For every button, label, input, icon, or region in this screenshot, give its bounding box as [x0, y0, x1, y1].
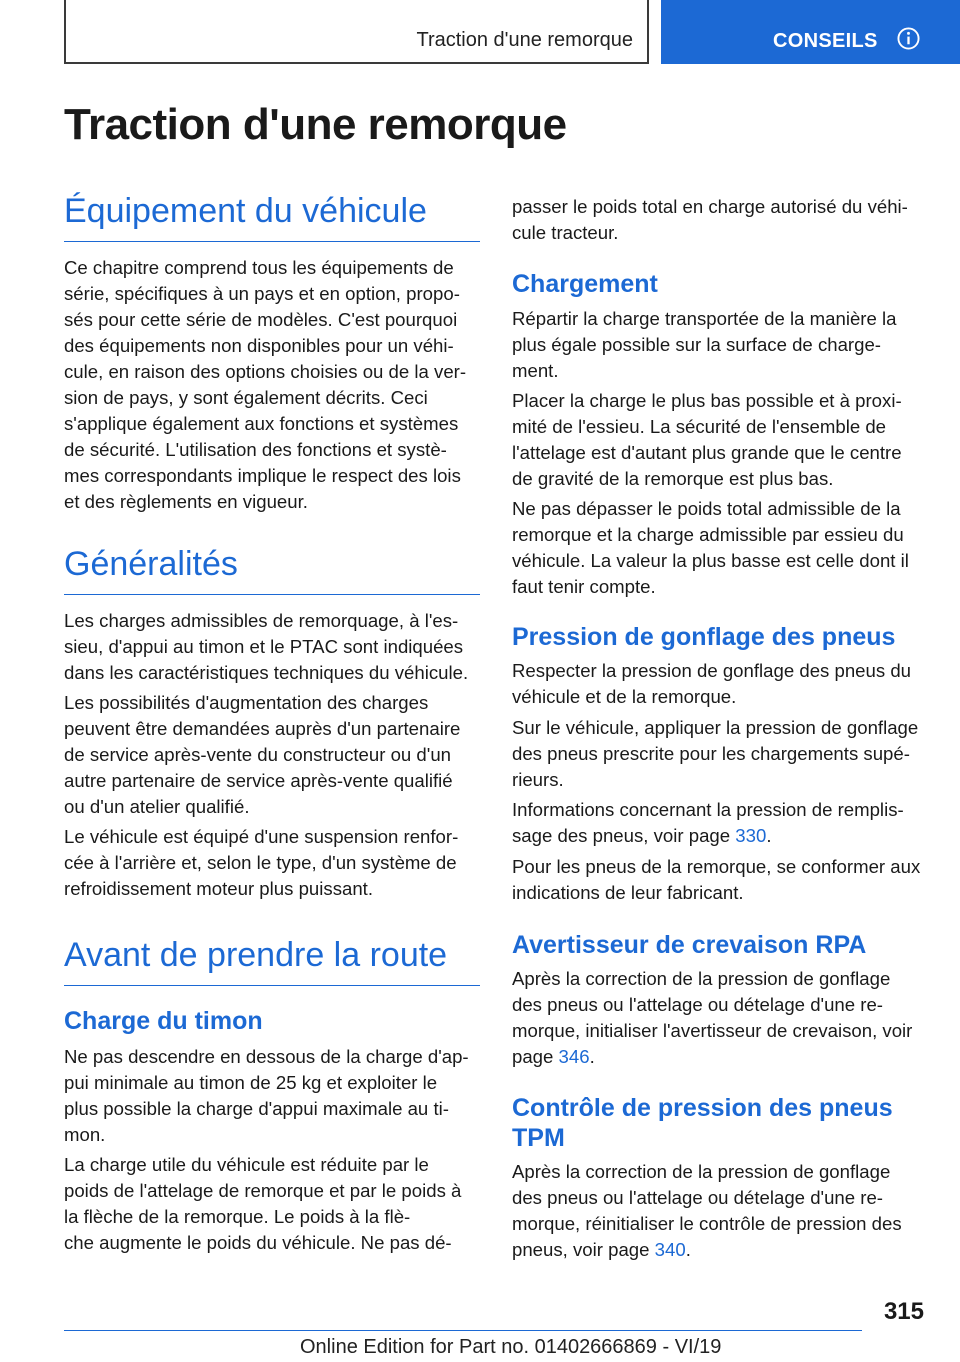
header-section-box — [64, 0, 649, 64]
paragraph-generalites-3: Le véhicule est équipé d'une suspension renfor- cée à l'arrière et, selon le type, d'un système de refroidissement moteur plus puissant. — [64, 826, 459, 899]
info-icon — [897, 27, 920, 50]
header-tab-conseils[interactable] — [661, 0, 960, 64]
footer-rule — [64, 1330, 862, 1331]
paragraph-generalites-2: Les possibilités d'augmentation des charges peuvent être demandées auprès d'un partenaire de service après-vente du constructeur ou d'un autre partenaire de service après-vente qualifié ou d'un atelier qualifié. — [64, 692, 461, 817]
paragraph-timon-2: La charge utile du véhicule est réduite par le poids de l'attelage de remorque et par le poids à la flèche de la remorque. Le poids à la flè- che augmente le poids du véhicule. Ne pas dé- — [64, 1154, 462, 1253]
paragraph-continuation: passer le poids total en charge autorisé du véhi- cule tracteur. — [512, 196, 908, 243]
paragraph-pression-2: Sur le véhicule, appliquer la pression de gonflage des pneus prescrite pour les chargements supé- rieurs. — [512, 717, 919, 790]
heading-equipement: Équipement du véhicule — [64, 192, 480, 242]
paragraph-pression-3: Informations concernant la pression de remplis- sage des pneus, voir page 330. — [512, 799, 904, 846]
paragraph-tpm: Après la correction de la pression de gonflage des pneus ou l'attelage ou dételage d'une re- morque, réinitialiser le contrôle de pression des pneus, voir page 340. — [512, 1161, 902, 1260]
paragraph-generalites-1: Les charges admissibles de remorquage, à l'es- sieu, d'appui au timon et le PTAC sont indiquées dans les caractéristiques techniques du véhicule. — [64, 610, 469, 683]
heading-charge-timon: Charge du timon — [64, 1007, 263, 1035]
heading-pression-gonflage: Pression de gonflage des pneus — [512, 623, 896, 651]
link-page-346[interactable]: 346 — [558, 1046, 590, 1067]
heading-avant-route: Avant de prendre la route — [64, 936, 480, 986]
link-page-340[interactable]: 340 — [654, 1239, 686, 1260]
page-title: Traction d'une remorque — [64, 100, 567, 149]
paragraph-timon-1: Ne pas descendre en dessous de la charge d'ap- pui minimale au timon de 25 kg et exploiter le plus possible la charge d'appui maximale au ti- mon. — [64, 1046, 469, 1145]
heading-chargement: Chargement — [512, 270, 658, 298]
link-page-330[interactable]: 330 — [735, 825, 767, 846]
page-number: 315 — [883, 1298, 924, 1325]
paragraph-pression-1: Respecter la pression de gonflage des pneus du véhicule et de la remorque. — [512, 660, 912, 707]
paragraph-equipement: Ce chapitre comprend tous les équipements de série, spécifiques à un pays et en option, propo- sés pour cette série de modèles. C'est pourquoi des équipements non disponibles pour un véhi- cule, en raison des options choisies ou de la ver- sion de pays, y sont également décrits. Ceci s'applique également aux fonctions et systèmes de sécurité. L'utilisation des fonctions et systè- mes correspondants implique le respect des lois et des règlements en vigueur. — [64, 257, 467, 512]
paragraph-chargement-1: Répartir la charge transportée de la manière la plus égale possible sur la surface de charge- ment. — [512, 308, 897, 381]
heading-controle-tpm: Contrôle de pression des pneus TPM — [512, 1094, 893, 1152]
header-section-title: Traction d'une remorque — [416, 29, 633, 51]
paragraph-chargement-2: Placer la charge le plus bas possible et à proxi- mité de l'essieu. La sécurité de l'ensemble de l'attelage est d'autant plus grande que le centre de gravité de la remorque est plus bas. — [512, 390, 902, 489]
paragraph-chargement-3: Ne pas dépasser le poids total admissible de la remorque et la charge admissible par essieu du véhicule. La valeur la plus basse est celle dont il faut tenir compte. — [512, 498, 909, 597]
heading-generalites: Généralités — [64, 545, 480, 595]
footer-edition: Online Edition for Part no. 01402666869 - VI/19 — [300, 1336, 722, 1358]
paragraph-pression-4: Pour les pneus de la remorque, se conformer aux indications de leur fabricant. — [512, 856, 921, 903]
header-tab-label: CONSEILS — [773, 30, 878, 52]
paragraph-rpa: Après la correction de la pression de gonflage des pneus ou l'attelage ou dételage d'une re- morque, initialiser l'avertisseur de crevaison, voir page 346. — [512, 968, 913, 1067]
heading-avertisseur-rpa: Avertisseur de crevaison RPA — [512, 931, 867, 959]
